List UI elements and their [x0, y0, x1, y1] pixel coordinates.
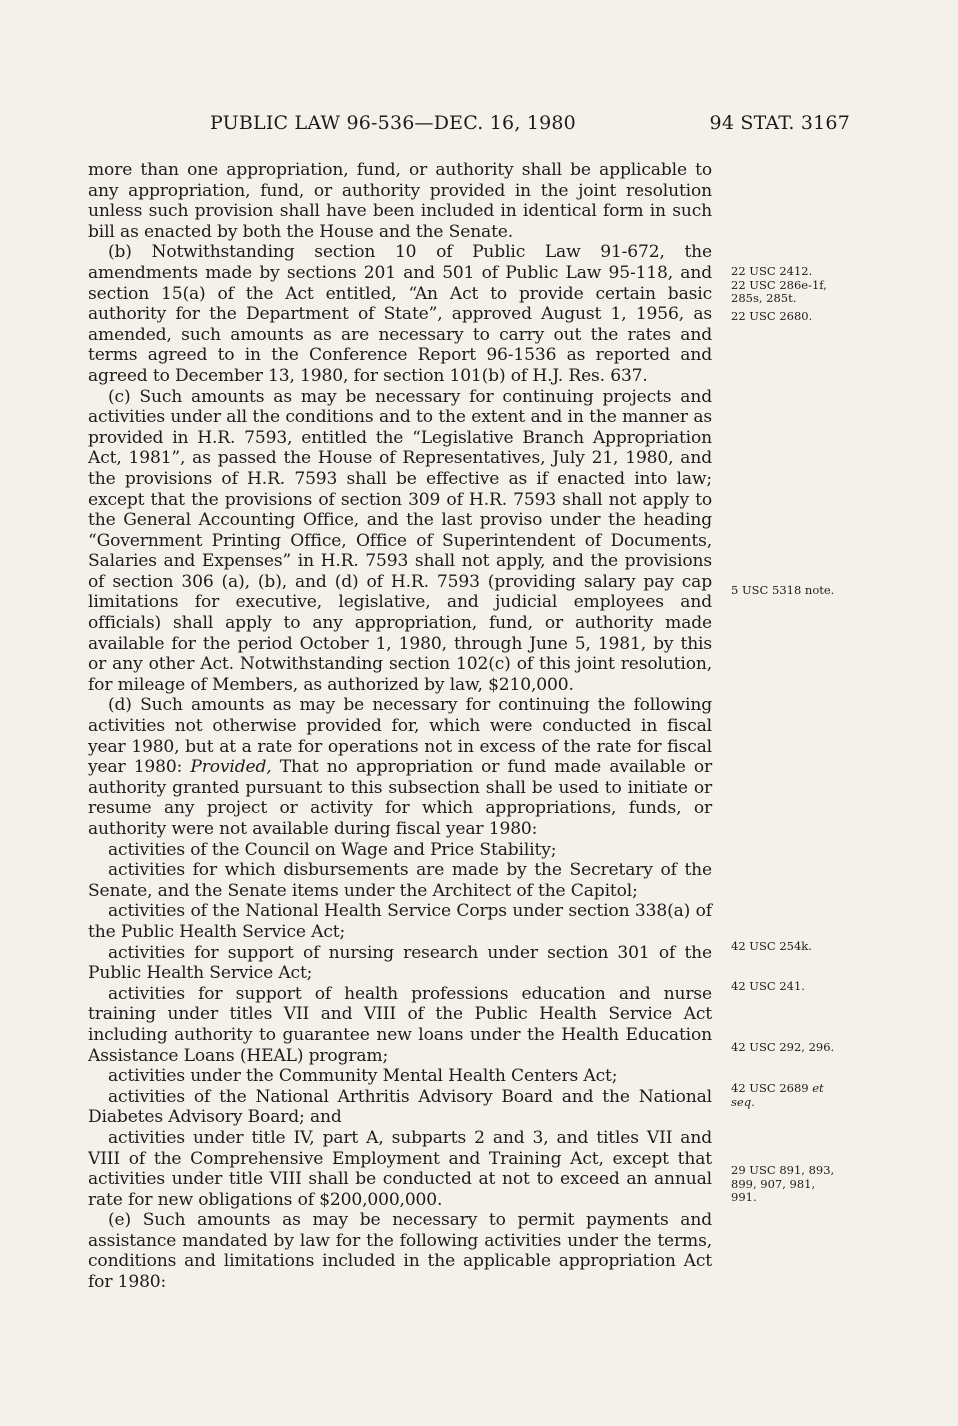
activity-item: activities of the National Health Service Corps under section 338(a) of the Public Health Service Act;: [88, 901, 712, 942]
activity-item: activities of the Council on Wage and Price Stability;: [108, 839, 557, 860]
activity-item: activities under the Community Mental Health Centers Act;: [108, 1066, 618, 1087]
paragraph-e: (e) Such amounts as may be necessary to permit payments and assistance mandated by law for the following activities under the terms, conditions and limitations included in the applicable appropriation Act for 1980:: [88, 1210, 712, 1293]
activity-item: activities for which disbursements are made by the Secretary of the Senate, and the Senate items under the Architect of the Capitol;: [88, 860, 712, 901]
margin-note: 5 USC 5318 note.: [731, 583, 835, 597]
paragraph-c: (c) Such amounts as may be necessary for continuing projects and activities under all the conditions and to the extent and in the manner as provided in H.R. 7593, entitled the “Legislative Branch Appropriation Act, 1981”, as passed the House of Representatives, July 21, 1980, and the provisions of H.R. 7593 shall be effective as if enacted into law; except that the provisions of section 309 of H.R. 7593 shall not apply to the General Accounting Office, and the last proviso under the heading “Government Printing Office, Office of Superintendent of Documents, Salaries and Expenses” in H.R. 7593 shall not apply, and the provisions of section 306 (a), (b), and (d) of H.R. 7593 (providing salary pay cap limitations for executive, legislative, and judicial employees and officials) shall apply to any appropriation, fund, or authority made available for the period October 1, 1980, through June 5, 1981, by this or any other Act. Notwithstanding section 102(c) of this joint resolution, for mileage of Members, as authorized by law, $210,000.: [88, 386, 712, 695]
margin-note: 42 USC 2689 et seq.: [731, 1081, 824, 1109]
body-text: [88, 160, 712, 1293]
paragraph-d: (d) Such amounts as may be necessary for continuing the following activities not otherwise provided for, which were conducted in fiscal year 1980, but at a rate for operations not in excess of the rate for fiscal year 1980: Provided, That no appropriation or fund made available or authority granted pursuant to this subsection shall be used to initiate or resume any project or activity for which appropriations, funds, or authority were not available during fiscal year 1980:: [88, 695, 712, 839]
paragraph-continuation: more than one appropriation, fund, or authority shall be applicable to any appropriation, fund, or authority provided in the joint resolution unless such provision shall have been included in identical form in such bill as enacted by both the House and the Senate.: [88, 160, 712, 242]
activity-item: activities for support of health professions education and nurse training under titles VII and VIII of the Public Health Service Act including authority to guarantee new loans under the Health Education Assistance Loans (HEAL) program;: [88, 983, 712, 1066]
margin-note: 42 USC 292, 296.: [731, 1040, 835, 1054]
activity-item: activities under title IV, part A, subparts 2 and 3, and titles VII and VIII of the Comprehensive Employment and Training Act, except that activities under title VIII shall be conducted at not to exceed an annual rate for new obligations of $200,000,000.: [88, 1127, 712, 1210]
margin-note: 42 USC 254k.: [731, 939, 812, 953]
page-title: PUBLIC LAW 96-536—DEC. 16, 1980: [210, 112, 576, 134]
margin-note: 29 USC 891, 893, 899, 907, 981, 991.: [731, 1163, 835, 1204]
margin-note: 22 USC 2412. 22 USC 286e-1f, 285s, 285t.: [731, 264, 827, 305]
statute-page-number: 94 STAT. 3167: [709, 112, 850, 134]
margin-note: 22 USC 2680.: [731, 309, 813, 323]
activity-item: activities of the National Arthritis Advisory Board and the National Diabetes Advisory Board; and: [88, 1086, 712, 1128]
margin-note: 42 USC 241.: [731, 979, 805, 993]
proviso-emphasis: Provided,: [190, 757, 272, 778]
activity-item: activities for support of nursing research under section 301 of the Public Health Service Act;: [88, 942, 712, 984]
paragraph-b: (b) Notwithstanding section 10 of Public Law 91-672, the amendments made by sections 201 and 501 of Public Law 95-118, and section 15(a) of the Act entitled, “An Act to provide certain basic authority for the Department of State”, approved August 1, 1956, as amended, such amounts as are necessary to carry out the rates and terms agreed to in the Conference Report 96-1536 as reported and agreed to December 13, 1980, for section 101(b) of H.J. Res. 637.: [88, 242, 712, 386]
